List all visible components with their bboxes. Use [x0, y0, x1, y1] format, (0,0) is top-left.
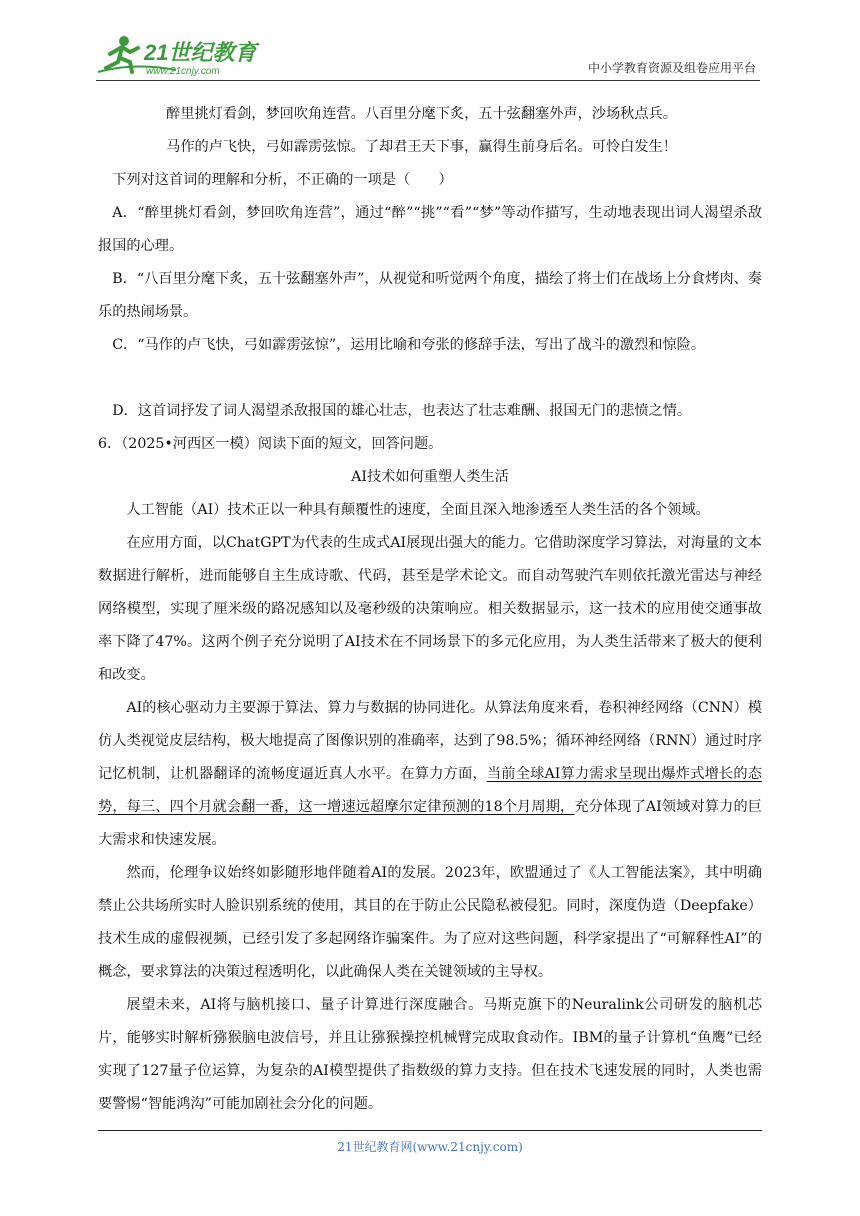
spacer: [98, 362, 762, 395]
poem-line-1: 醉里挑灯看剑，梦回吹角连营。八百里分麾下炙，五十弦翻塞外声，沙场秋点兵。: [166, 106, 677, 122]
footer-text: 21世纪教育网(www.21cnjy.com): [337, 1140, 523, 1154]
para3-before: AI的核心驱动力主要源于算法、算力与数据的协同进化。从算法角度来看，卷积神经网络（CNN）模仿人类视觉皮层结构，极大地提高了图像识别的准确率，达到了98.5%；循环神经网络（RNN）通过时序记忆机制，让机器翻译的流畅度逼近真人水平。在算力方面，: [98, 700, 762, 782]
article-paragraph-3: [98, 692, 762, 857]
option-a: A．“醉里挑灯看剑，梦回吹角连营”，通过“醉”“挑”“看”“梦”等动作描写，生动地表现出词人渴望杀敌报国的心理。: [98, 205, 762, 254]
page-header: [96, 28, 760, 81]
platform-name: 中小学教育资源及组卷应用平台: [587, 61, 756, 75]
question-6-stem: 6．（2025•河西区一模）阅读下面的短文，回答问题。: [98, 436, 443, 452]
article-title: AI技术如何重塑人类生活: [351, 469, 509, 485]
option-d: D．这首词抒发了词人渴望杀敌报国的雄心壮志，也表达了壮志难酬、报国无门的悲愤之情。: [112, 403, 692, 419]
article-paragraph-1: 人工智能（AI）技术正以一种具有颠覆性的速度，全面且深入地渗透至人类生活的各个领域。: [126, 502, 710, 518]
article-paragraph-5: 展望未来，AI将与脑机接口、量子计算进行深度融合。马斯克旗下的Neuralink公司研发的脑机芯片，能够实时解析猕猴脑电波信号，并且让猕猴操控机械臂完成取食动作。IBM的量子计算机“鱼鹰”已经实现了127量子位运算，为复杂的AI模型提供了指数级的算力支持。但在技术飞速发展的同时，人类也需要警惕“智能鸿沟”可能加剧社会分化的问题。: [98, 997, 762, 1112]
option-c: C．“马作的卢飞快，弓如霹雳弦惊”，运用比喻和夸张的修辞手法，写出了战斗的激烈和惊险。: [112, 337, 706, 353]
article-paragraph-2: 在应用方面，以ChatGPT为代表的生成式AI展现出强大的能力。它借助深度学习算法，对海量的文本数据进行解析，进而能够自主生成诗歌、代码，甚至是学术论文。而自动驾驶汽车则依托激光雷达与神经网络模型，实现了厘米级的路况感知以及毫秒级的决策响应。相关数据显示，这一技术的应用使交通事故率下降了47%。这两个例子充分说明了AI技术在不同场景下的多元化应用，为人类生活带来了极大的便利和改变。: [98, 535, 762, 683]
para3-after: 充分体现了AI领域对算力的巨大需求和快速发展。: [98, 799, 762, 848]
option-b: B．“八百里分麾下炙，五十弦翻塞外声”，从视觉和听觉两个角度，描绘了将士们在战场上分食烤肉、奏乐的热闹场景。: [98, 271, 762, 320]
footer-divider: [98, 1130, 762, 1131]
svg-text:21世纪教育: 21世纪教育: [144, 40, 257, 65]
question-5-stem: 下列对这首词的理解和分析，不正确的一项是（ ）: [112, 172, 453, 188]
document-body: [98, 98, 762, 1121]
logo: [96, 32, 266, 78]
svg-text:www.21cnjy.com: www.21cnjy.com: [146, 66, 220, 77]
underlined-sentence: 当前全球AI算力需求呈现出爆炸式增长的态势，每三、四个月就会翻一番，这一增速远超摩尔定律预测的18个月周期，: [98, 766, 762, 815]
article-paragraph-4: 然而，伦理争议始终如影随形地伴随着AI的发展。2023年，欧盟通过了《人工智能法案》，其中明确禁止公共场所实时人脸识别系统的使用，其目的在于防止公民隐私被侵犯。同时，深度伪造（Deepfake）技术生成的虚假视频，已经引发了多起网络诈骗案件。为了应对这些问题，科学家提出了“可解释性AI”的概念，要求算法的决策过程透明化，以此确保人类在关键领域的主导权。: [98, 865, 762, 980]
poem-line-2: 马作的卢飞快，弓如霹雳弦惊。了却君王天下事，赢得生前身后名。可怜白发生！: [166, 139, 677, 155]
runner-logo-icon: [96, 32, 266, 78]
